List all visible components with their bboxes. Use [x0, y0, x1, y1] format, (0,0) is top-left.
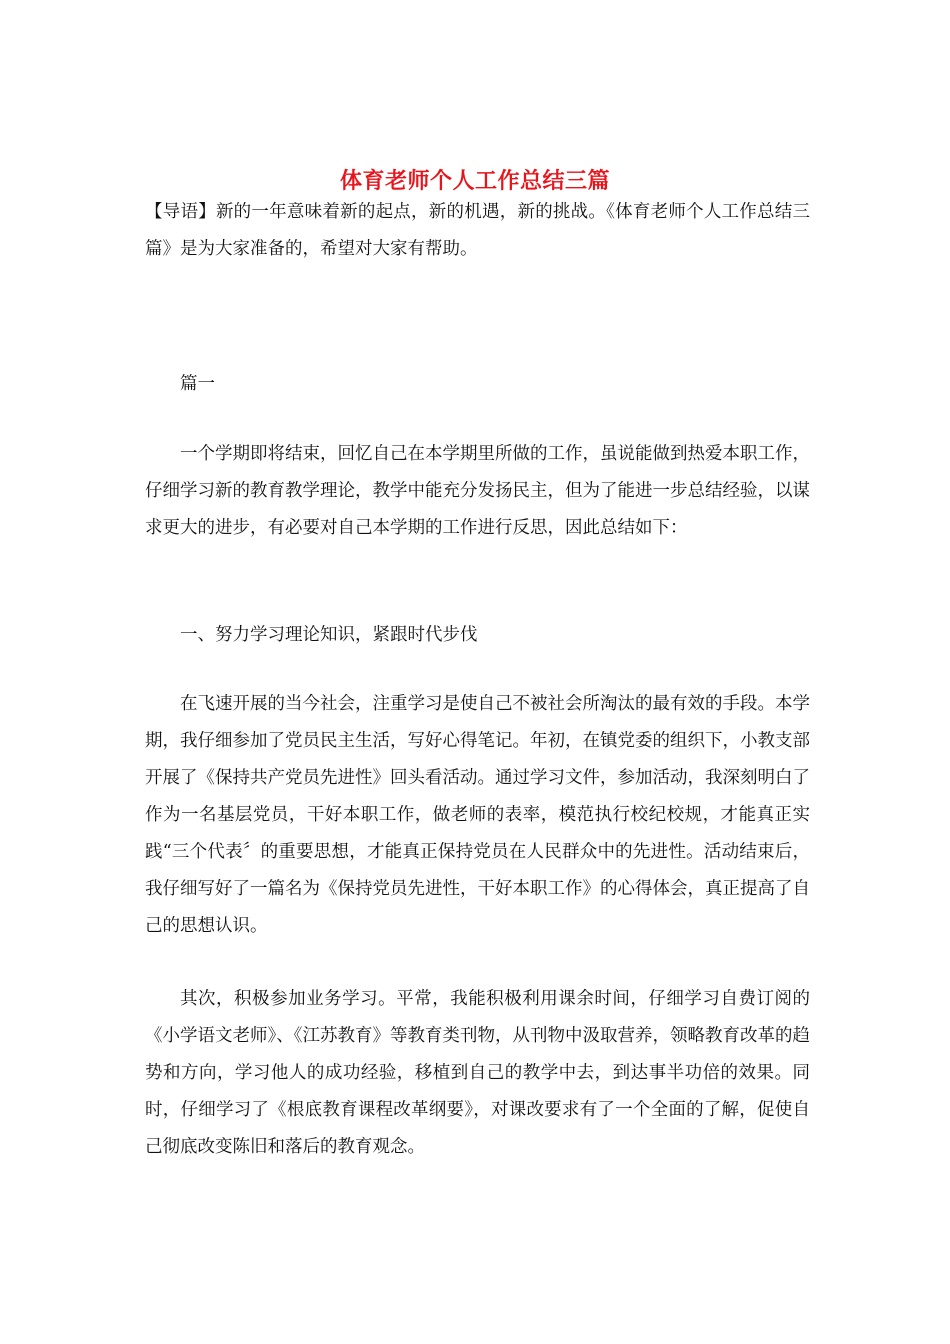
- body-paragraph: 在飞速开展的当今社会，注重学习是使自己不被社会所淘汰的最有效的手段。本学期，我仔细参加了党员民主生活，写好心得笔记。年初，在镇党委的组织下，小教支部开展了《保持共产党员先进性》回头看活动。通过学习文件，参加活动，我深刻明白了作为一名基层党员，干好本职工作，做老师的表率，模范执行校纪校规，才能真正实践“三个代表〞的重要思想，才能真正保持党员在人民群众中的先进性。活动结束后，我仔细写好了一篇名为《保持党员先进性，干好本职工作》的心得体会，真正提高了自己的思想认识。: [145, 694, 810, 936]
- body-paragraph: 一个学期即将结束，回忆自己在本学期里所做的工作，虽说能做到热爱本职工作，仔细学习新的教育教学理论，教学中能充分发扬民主，但为了能进一步总结经验，以谋求更大的进步，有必要对自己本学期的工作进行反思，因此总结如下：: [145, 444, 810, 538]
- document-title: 体育老师个人工作总结三篇: [339, 167, 610, 194]
- intro-paragraph: 【导语】新的一年意味着新的起点，新的机遇，新的挑战。《体育老师个人工作总结三篇》是为大家准备的，希望对大家有帮助。: [145, 202, 810, 259]
- subsection-heading: 一、努力学习理论知识，紧跟时代步伐: [180, 625, 478, 645]
- section-heading: 篇一: [180, 374, 215, 394]
- body-paragraph: 其次，积极参加业务学习。平常，我能积极利用课余时间，仔细学习自费订阅的《小学语文老师》、《江苏教育》等教育类刊物，从刊物中汲取营养，领略教育改革的趋势和方向，学习他人的成功经验，移植到自己的教学中去，到达事半功倍的效果。同时，仔细学习了《根底教育课程改革纲要》，对课改要求有了一个全面的了解，促使自己彻底改变陈旧和落后的教育观念。: [145, 989, 810, 1157]
